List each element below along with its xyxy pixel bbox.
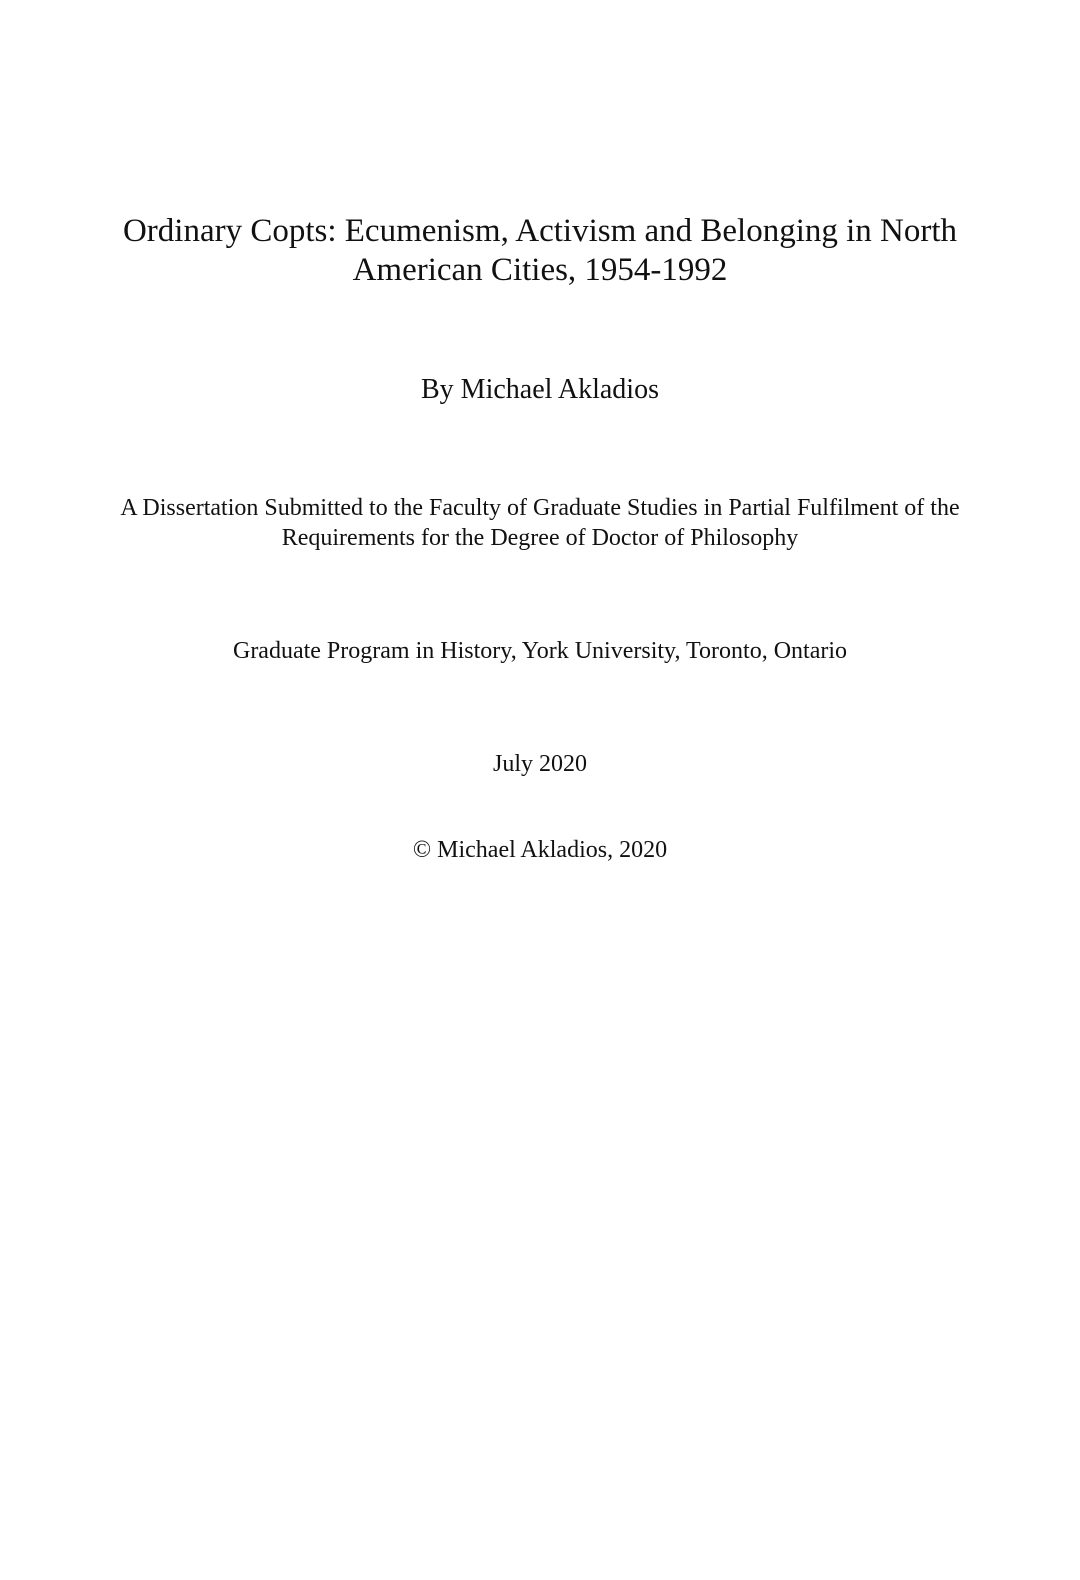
author-line: By Michael Akladios: [421, 374, 659, 405]
title-line-2: American Cities, 1954-1992: [352, 252, 728, 288]
copyright-notice: © Michael Akladios, 2020: [412, 837, 668, 863]
submission-statement: [0, 493, 1080, 553]
dissertation-title: [0, 212, 1080, 290]
graduate-program: Graduate Program in History, York University, Toronto, Ontario: [232, 638, 848, 664]
submission-line-2: Requirements for the Degree of Doctor of Philosophy: [281, 525, 799, 551]
title-line-1: Ordinary Copts: Ecumenism, Activism and Belonging in North: [122, 213, 958, 249]
submission-line-1: A Dissertation Submitted to the Faculty of Graduate Studies in Partial Fulfilment of the: [120, 495, 960, 521]
submission-date: July 2020: [492, 751, 587, 777]
